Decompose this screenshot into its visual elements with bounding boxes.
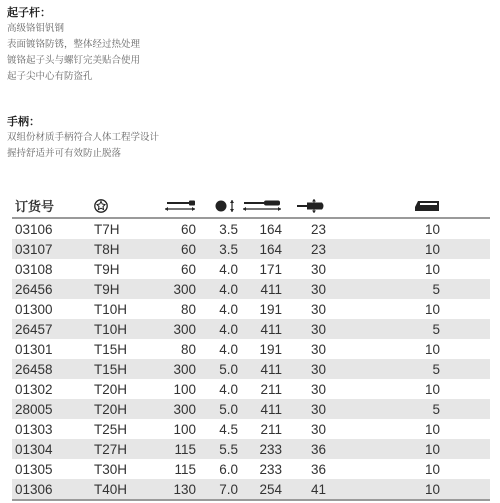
total-length-cell: 411 [238, 279, 282, 299]
handle-diameter-cell: 23 [282, 239, 326, 259]
blade-length-cell: 60 [180, 261, 196, 277]
table-row [12, 439, 490, 459]
order-number-cell: 01306 [12, 479, 92, 500]
blade-length-cell: 300 [150, 359, 196, 379]
size-cell: T15H [92, 359, 150, 379]
handle-diameter-cell: 36 [282, 439, 326, 459]
blade-length-icon [164, 200, 196, 212]
blade-length-cell: 60 [180, 221, 196, 237]
pack-quantity-cell: 10 [326, 239, 490, 259]
tip-diameter-cell: 5.0 [196, 359, 238, 379]
pack-quantity-cell: 5 [326, 359, 490, 379]
tip-diameter-cell: 7.0 [196, 479, 238, 500]
tip-diameter-cell: 4.0 [219, 301, 238, 317]
blade-length-cell: 115 [174, 461, 196, 477]
table-row [12, 279, 490, 299]
blade-length-cell: 60 [150, 239, 196, 259]
blade-length-cell: 300 [150, 319, 196, 339]
size-cell: T9H [94, 261, 120, 277]
size-cell: T40H [92, 479, 150, 500]
pack-quantity-cell: 10 [424, 261, 440, 277]
table-row [12, 419, 490, 439]
handle-section-title: 手柄： [7, 115, 40, 128]
table-row [12, 339, 490, 359]
total-length-cell: 191 [259, 341, 282, 357]
total-length-cell: 254 [238, 479, 282, 500]
pack-quantity-cell: 10 [424, 381, 440, 397]
handle-diameter-cell: 30 [310, 421, 326, 437]
size-cell: T20H [94, 381, 128, 397]
handle-diameter-cell: 36 [310, 461, 326, 477]
torx-star-icon [94, 199, 108, 213]
pack-quantity-cell: 10 [326, 439, 490, 459]
table-row [12, 479, 490, 500]
order-number-cell: 28005 [12, 399, 92, 419]
handle-diameter-cell: 30 [282, 319, 326, 339]
blade-length-cell: 100 [173, 381, 196, 397]
handle-diameter-cell: 30 [310, 261, 326, 277]
tip-diameter-cell: 4.5 [219, 421, 238, 437]
total-length-cell: 411 [238, 359, 282, 379]
total-length-cell: 164 [238, 239, 282, 259]
pack-quantity-cell: 10 [424, 301, 440, 317]
handle-spec-line: 握持舒适并可有效防止脱落 [7, 148, 122, 159]
pack-quantity-cell: 5 [326, 319, 490, 339]
order-number-cell: 26458 [12, 359, 92, 379]
tip-diameter-cell: 3.5 [196, 239, 238, 259]
tip-diameter-cell: 5.0 [196, 399, 238, 419]
order-number-cell: 26457 [12, 319, 92, 339]
size-cell: T20H [92, 399, 150, 419]
table-row [12, 218, 490, 239]
pack-quantity-cell: 10 [424, 461, 440, 477]
order-number-cell: 03107 [12, 239, 92, 259]
size-cell: T9H [92, 279, 150, 299]
size-cell: T27H [92, 439, 150, 459]
order-number-cell: 26456 [12, 279, 92, 299]
tip-diameter-cell: 5.5 [196, 439, 238, 459]
table-row [12, 299, 490, 319]
blade-length-cell: 80 [180, 301, 196, 317]
package-quantity-icon [414, 200, 440, 212]
tip-diameter-cell: 4.0 [219, 341, 238, 357]
table-header-row [12, 194, 490, 218]
order-number-cell: 01301 [15, 341, 53, 357]
product-spec-table [12, 194, 490, 501]
size-cell: T7H [94, 221, 120, 237]
blade-spec-line: 镀铬起子头与螺钉完美贴合使用 [7, 55, 141, 66]
tip-diameter-icon [214, 199, 238, 213]
pack-quantity-cell: 10 [326, 479, 490, 500]
blade-length-cell: 115 [150, 439, 196, 459]
handle-spec-section [7, 114, 159, 162]
size-cell: T25H [94, 421, 128, 437]
handle-diameter-cell: 23 [310, 221, 326, 237]
order-number-cell: 01305 [15, 461, 53, 477]
tip-diameter-cell: 4.0 [196, 279, 238, 299]
tip-diameter-cell: 6.0 [219, 461, 238, 477]
handle-spec-line: 双组份材质手柄符合人体工程学设计 [7, 132, 160, 143]
handle-diameter-icon [296, 199, 326, 213]
order-number-cell: 03108 [15, 261, 53, 277]
size-cell: T30H [94, 461, 128, 477]
handle-diameter-cell: 30 [282, 279, 326, 299]
order-number-cell: 01302 [15, 381, 53, 397]
size-cell: T10H [94, 301, 128, 317]
blade-section-title: 起子杆： [7, 6, 51, 19]
table-row [12, 259, 490, 279]
total-length-cell: 233 [259, 461, 282, 477]
order-number-cell: 01304 [12, 439, 92, 459]
tip-diameter-cell: 4.0 [219, 261, 238, 277]
total-length-icon [242, 200, 282, 212]
size-cell: T15H [94, 341, 128, 357]
pack-quantity-cell: 5 [326, 279, 490, 299]
total-length-cell: 211 [260, 421, 282, 437]
blade-spec-section [7, 5, 140, 85]
blade-length-cell: 300 [150, 399, 196, 419]
handle-diameter-cell: 30 [310, 381, 326, 397]
blade-spec-line: 表面镀铬防锈，整体经过热处理 [7, 39, 141, 50]
order-number-cell: 03106 [15, 221, 53, 237]
blade-length-cell: 100 [173, 421, 196, 437]
pack-quantity-cell: 10 [424, 341, 440, 357]
handle-diameter-cell: 30 [310, 301, 326, 317]
handle-diameter-cell: 30 [282, 359, 326, 379]
tip-diameter-cell: 3.5 [219, 221, 238, 237]
pack-quantity-cell: 5 [326, 399, 490, 419]
handle-diameter-cell: 30 [282, 399, 326, 419]
blade-length-cell: 80 [180, 341, 196, 357]
blade-spec-line: 高级铬钼钒钢 [7, 23, 65, 34]
handle-diameter-cell: 30 [310, 341, 326, 357]
table-row [12, 239, 490, 259]
blade-length-cell: 300 [150, 279, 196, 299]
total-length-cell: 411 [238, 319, 282, 339]
table-row [12, 379, 490, 399]
order-number-cell: 01303 [15, 421, 53, 437]
blade-spec-line: 起子尖中心有防盗孔 [7, 71, 93, 82]
table-row [12, 459, 490, 479]
blade-length-cell: 130 [150, 479, 196, 500]
handle-diameter-cell: 41 [282, 479, 326, 500]
table-row [12, 399, 490, 419]
total-length-cell: 211 [260, 381, 282, 397]
order-number-header: 订货号 [12, 194, 92, 218]
size-cell: T8H [92, 239, 150, 259]
tip-diameter-cell: 4.0 [219, 381, 238, 397]
pack-quantity-cell: 10 [424, 221, 440, 237]
tip-diameter-cell: 4.0 [196, 319, 238, 339]
total-length-cell: 164 [259, 221, 282, 237]
table-row [12, 319, 490, 339]
total-length-cell: 171 [259, 261, 282, 277]
total-length-cell: 411 [238, 399, 282, 419]
pack-quantity-cell: 10 [424, 421, 440, 437]
size-cell: T10H [92, 319, 150, 339]
total-length-cell: 191 [259, 301, 282, 317]
table-row [12, 359, 490, 379]
total-length-cell: 233 [238, 439, 282, 459]
order-number-cell: 01300 [15, 301, 53, 317]
